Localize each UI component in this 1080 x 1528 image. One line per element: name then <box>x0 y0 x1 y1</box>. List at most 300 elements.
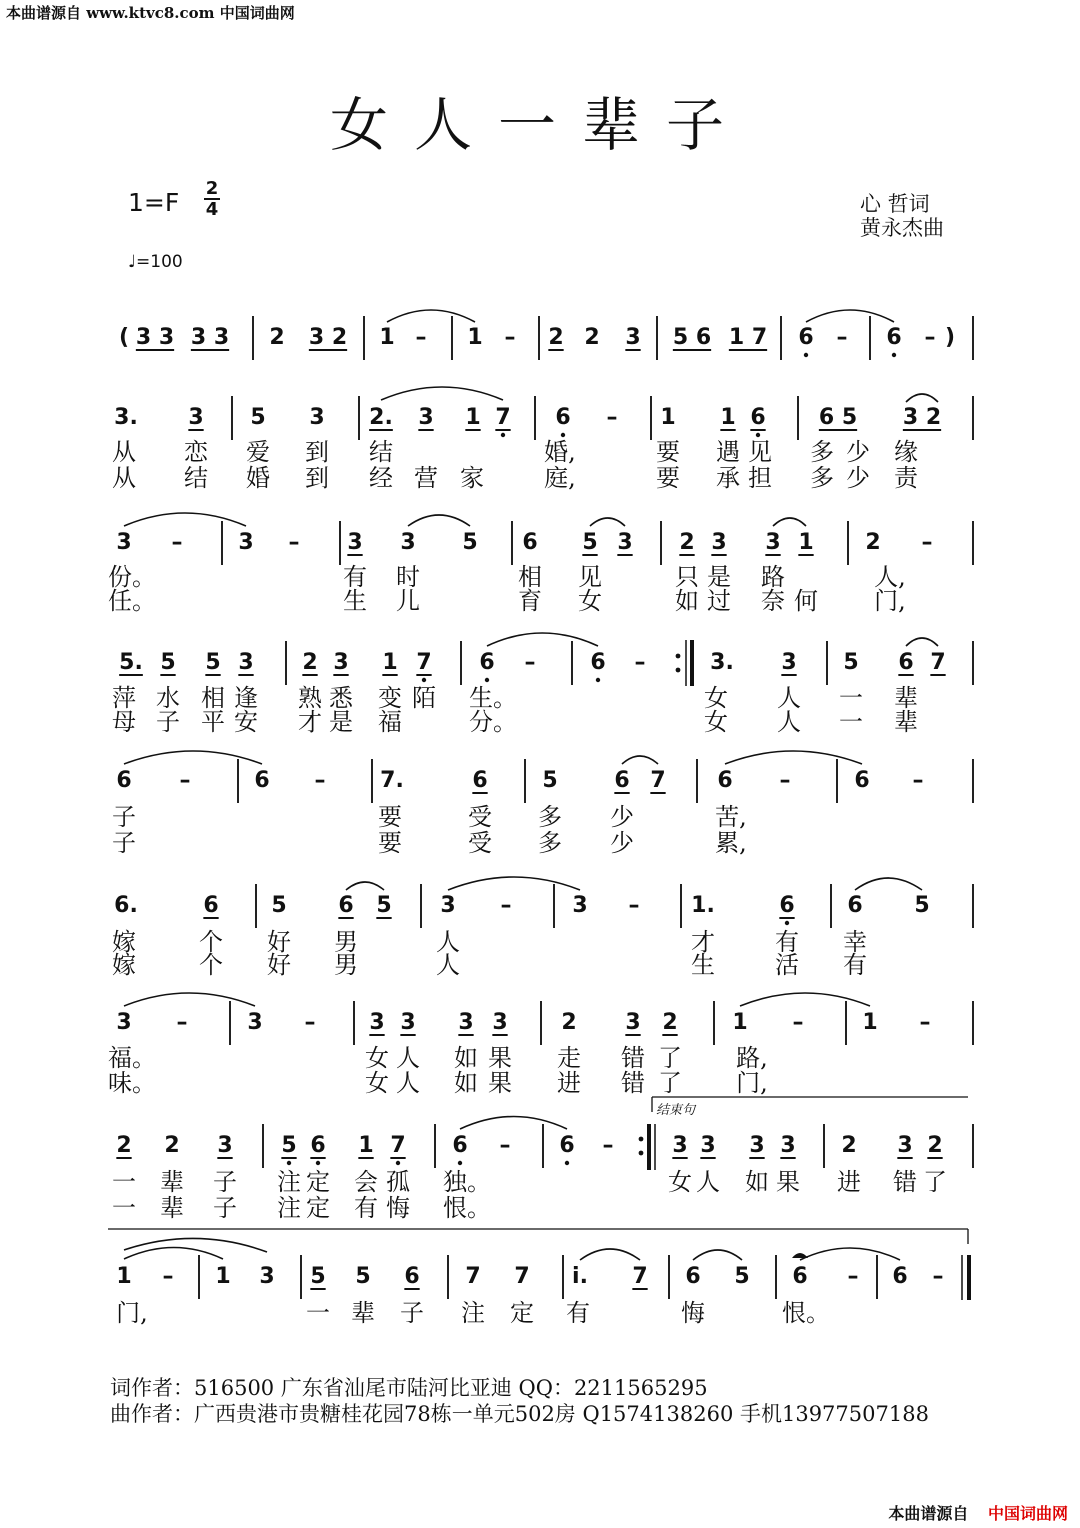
bar-line <box>972 641 974 685</box>
lyric-char: 果 <box>776 1168 800 1196</box>
note: – <box>499 1133 511 1158</box>
note: – <box>921 530 933 555</box>
lyric-char: 女 <box>365 1044 389 1072</box>
lyric-char: 进 <box>837 1168 861 1196</box>
lyric-char: 如 <box>454 1044 478 1072</box>
note: 5 <box>271 893 287 918</box>
lyric-char: 个 <box>199 928 223 956</box>
watermark-right: 中国词曲网 <box>987 1504 1068 1523</box>
bar-line <box>231 396 233 440</box>
note: 1 <box>720 405 736 430</box>
note: 6 <box>717 768 733 793</box>
bar-line <box>229 1001 231 1045</box>
note: 6 <box>472 768 488 793</box>
watermark <box>888 1501 1068 1524</box>
tempo-mark: ♩=100 <box>128 252 183 272</box>
note: 1 <box>465 405 481 430</box>
lyric-char: 错 <box>621 1044 645 1072</box>
lyric-char: 恋 <box>184 438 208 466</box>
lyric-char: 会 <box>354 1168 378 1196</box>
note: – <box>288 530 300 555</box>
lyric-char: 定 <box>306 1168 330 1196</box>
lyric-char: 悉 <box>329 684 353 712</box>
lyric-char: 进 <box>557 1069 581 1097</box>
lyric-char: 福 <box>378 708 402 736</box>
note: 6. <box>114 893 138 918</box>
note: – <box>171 530 183 555</box>
lyric-char: 人 <box>436 951 460 979</box>
note: 3 <box>625 325 641 350</box>
lyric-char: 男 <box>334 951 358 979</box>
note: 5 <box>582 530 598 555</box>
lyric-char: 生 <box>691 951 715 979</box>
lyric-char: 子 <box>112 829 136 857</box>
note: 1 <box>467 325 483 350</box>
bar-line <box>823 1124 825 1168</box>
lyric-char: 时 <box>396 563 420 591</box>
lyric-char: 嫁 <box>112 951 136 979</box>
lyric-char: 恨。 <box>782 1299 830 1327</box>
lyric-char: 要 <box>656 464 680 492</box>
lyric-char: 少 <box>846 464 870 492</box>
note: 1 <box>215 1264 231 1289</box>
note: 6 <box>886 325 902 350</box>
bar-line <box>534 396 536 440</box>
note: 5 <box>376 893 392 918</box>
lyric-char: 多 <box>538 803 562 831</box>
bar-line <box>255 884 257 928</box>
lyric-char: 人 <box>436 928 460 956</box>
note: 3 <box>781 650 797 675</box>
lyric-char: 孤 <box>386 1168 410 1196</box>
lyric-char: 庭, <box>544 464 576 492</box>
lyric-char: 男 <box>334 928 358 956</box>
bar-line <box>972 316 974 360</box>
note: 6 <box>792 1264 808 1289</box>
note: 5 <box>281 1133 297 1158</box>
note: 2 <box>865 530 881 555</box>
note: 3 <box>418 405 434 430</box>
lyric-char: 如 <box>745 1168 769 1196</box>
lyric-char: 有 <box>343 563 367 591</box>
lyric-char: 好 <box>267 951 291 979</box>
lyric-char: 儿 <box>396 587 420 615</box>
note: 7 <box>465 1264 481 1289</box>
note: 3 <box>572 893 588 918</box>
note: 7 <box>930 650 946 675</box>
composer-credit: 黄永杰曲 <box>860 216 944 240</box>
lyric-char: 一 <box>839 684 863 712</box>
note: 6 <box>898 650 914 675</box>
lyric-char: 多 <box>810 464 834 492</box>
bar-line <box>371 759 373 803</box>
lyric-char: 份。 <box>108 563 156 591</box>
bar-line <box>972 396 974 440</box>
bar-line <box>847 521 849 565</box>
bar-line <box>780 316 782 360</box>
lyric-char: 辈 <box>160 1168 184 1196</box>
bar-line <box>797 396 799 440</box>
lyric-char: 奈 <box>761 587 785 615</box>
lyric-char: 何 <box>794 587 818 615</box>
bar-line <box>300 1255 302 1299</box>
time-top: 2 <box>205 178 219 199</box>
note: – <box>836 325 848 350</box>
lyric-char: 门, <box>874 587 906 615</box>
lyric-char: 才 <box>691 928 715 956</box>
note: 6 <box>892 1264 908 1289</box>
note: 6 <box>555 405 571 430</box>
lyric-char: 一 <box>839 708 863 736</box>
lyric-char: 要 <box>378 829 402 857</box>
note: 1 <box>862 1010 878 1035</box>
lyric-char: 女 <box>704 708 728 736</box>
lyric-char: 从 <box>112 438 136 466</box>
lyric-char: 嫁 <box>112 928 136 956</box>
note: 7 <box>650 768 666 793</box>
lyric-char: 是 <box>707 563 731 591</box>
bar-line <box>339 521 341 565</box>
note: 3 <box>247 1010 263 1035</box>
bar-line <box>420 884 422 928</box>
note: 3 <box>238 650 254 675</box>
lyric-char: 熟 <box>298 684 322 712</box>
note: – <box>779 768 791 793</box>
note: – <box>932 1264 944 1289</box>
bar-line <box>836 759 838 803</box>
lyric-char: 家 <box>460 464 484 492</box>
lyric-char: 生。 <box>469 684 517 712</box>
bar-line <box>680 884 682 928</box>
note: 6 <box>452 1133 468 1158</box>
note: – <box>912 768 924 793</box>
note: 6 <box>522 530 538 555</box>
lyric-char: 少 <box>610 803 634 831</box>
bar-line <box>696 759 698 803</box>
lyric-char: 见 <box>748 438 772 466</box>
note: 6 <box>404 1264 420 1289</box>
lyric-char: 多 <box>810 438 834 466</box>
lyric-char: 缘 <box>894 438 918 466</box>
note: 6 5 <box>818 405 858 430</box>
lyric-char: 子 <box>156 708 180 736</box>
note: 3 <box>711 530 727 555</box>
note: 5 <box>310 1264 326 1289</box>
lyric-char: 婚, <box>544 438 576 466</box>
bar-line <box>972 884 974 928</box>
note: 1 7 <box>728 325 768 350</box>
bar-line <box>876 1255 878 1299</box>
note: 6 <box>338 893 354 918</box>
note: – <box>524 650 536 675</box>
lyric-char: 担 <box>748 464 772 492</box>
note: 6 <box>614 768 630 793</box>
bar-line <box>571 641 573 685</box>
note: 1 <box>732 1010 748 1035</box>
watermark-left: 本曲谱源自 <box>888 1504 969 1523</box>
note: 5 <box>542 768 558 793</box>
note: 3 <box>492 1010 508 1035</box>
bar-line <box>775 1255 777 1299</box>
note: 6 <box>254 768 270 793</box>
note: – <box>634 650 646 675</box>
lyric-char: 有 <box>566 1299 590 1327</box>
note: – <box>792 1010 804 1035</box>
bar-line <box>830 884 832 928</box>
note: 6 <box>203 893 219 918</box>
lyric-char: 了 <box>923 1168 947 1196</box>
note: 6 <box>685 1264 701 1289</box>
lyric-char: 幸 <box>843 928 867 956</box>
lyric-char: 人 <box>777 684 801 712</box>
lyric-char: 味。 <box>108 1069 156 1097</box>
note: – <box>602 1133 614 1158</box>
lyric-char: 从 <box>112 464 136 492</box>
lyric-char: 人 <box>696 1168 720 1196</box>
lyric-char: 受 <box>468 803 492 831</box>
bar-line <box>869 316 871 360</box>
lyric-char: 一 <box>306 1299 330 1327</box>
bar-line <box>660 521 662 565</box>
note: 3 <box>116 530 132 555</box>
lyric-char: 错 <box>893 1168 917 1196</box>
lyric-char: 子 <box>400 1299 424 1327</box>
note: 3 <box>238 530 254 555</box>
note: 3 <box>749 1133 765 1158</box>
note: 3 <box>765 530 781 555</box>
lyric-char: 辈 <box>894 708 918 736</box>
ending-label: 结束句 <box>656 1103 696 1118</box>
bar-line <box>656 316 658 360</box>
bar-line <box>668 1255 670 1299</box>
bar-line <box>252 316 254 360</box>
lyric-char: 受 <box>468 829 492 857</box>
note: 7 <box>632 1264 648 1289</box>
note: 6 <box>847 893 863 918</box>
note: 5 6 <box>672 325 712 350</box>
note: 3 <box>897 1133 913 1158</box>
note: 1 <box>382 650 398 675</box>
lyric-char: 如 <box>454 1069 478 1097</box>
note: 5 <box>734 1264 750 1289</box>
note: – <box>606 405 618 430</box>
lyric-char: 注 <box>277 1168 301 1196</box>
lyric-char: 要 <box>378 803 402 831</box>
note: 1 <box>116 1264 132 1289</box>
note: 2 <box>269 325 285 350</box>
bar-line <box>845 1001 847 1045</box>
lyric-char: 苦, <box>715 803 747 831</box>
lyric-char: 有 <box>843 951 867 979</box>
bar-line <box>650 396 652 440</box>
lyric-char: 相 <box>201 684 225 712</box>
lyric-char: 营 <box>414 464 438 492</box>
bar-line <box>511 521 513 565</box>
note: 1 <box>660 405 676 430</box>
note: 3 3 <box>190 325 230 350</box>
footer-lyricist: 词作者：516500 广东省汕尾市陆河比亚迪 QQ：2211565295 <box>110 1376 708 1400</box>
lyric-char: 悔 <box>386 1194 410 1222</box>
lyric-char: 多 <box>538 829 562 857</box>
note: 3 <box>309 405 325 430</box>
note: 3 2 <box>308 325 348 350</box>
lyric-char: 福。 <box>108 1044 156 1072</box>
note: 2 <box>561 1010 577 1035</box>
footer-composer: 曲作者：广西贵港市贵糖桂花园78栋一单元502房 Q1574138260 手机13977507188 <box>110 1402 929 1426</box>
lyric-char: 水 <box>156 684 180 712</box>
note: 5 <box>205 650 221 675</box>
note: 3 <box>188 405 204 430</box>
note: – <box>924 325 936 350</box>
note: 1 <box>379 325 395 350</box>
bar-line <box>237 759 239 803</box>
lyric-char: 辈 <box>894 684 918 712</box>
lyric-char: 过 <box>707 587 731 615</box>
note: 6 <box>798 325 814 350</box>
bar-line <box>826 641 828 685</box>
bar-line <box>221 521 223 565</box>
lyric-char: 注 <box>277 1194 301 1222</box>
note: 6 <box>310 1133 326 1158</box>
bar-line <box>363 316 365 360</box>
lyric-char: 是 <box>329 708 353 736</box>
lyric-char: 路, <box>736 1044 768 1072</box>
note: 3 <box>458 1010 474 1035</box>
lyric-char: 责 <box>894 464 918 492</box>
bar-line <box>285 641 287 685</box>
lyric-char: 恨。 <box>443 1194 491 1222</box>
note: 5 <box>843 650 859 675</box>
note: 3 <box>333 650 349 675</box>
note: 2 <box>302 650 318 675</box>
lyric-char: 人 <box>777 708 801 736</box>
lyric-char: 结 <box>184 464 208 492</box>
note: 3 <box>400 1010 416 1035</box>
note: 3. <box>710 650 734 675</box>
lyric-char: 子 <box>213 1168 237 1196</box>
bar-line <box>262 1124 264 1168</box>
lyric-char: 一 <box>112 1168 136 1196</box>
note: 3 <box>217 1133 233 1158</box>
lyric-char: 果 <box>488 1044 512 1072</box>
note: – <box>162 1264 174 1289</box>
note: 3 <box>617 530 633 555</box>
lyric-char: 生 <box>343 587 367 615</box>
note: 7 <box>390 1133 406 1158</box>
lyric-char: 经 <box>369 464 393 492</box>
lyric-char: 定 <box>306 1194 330 1222</box>
note: 6 <box>854 768 870 793</box>
bar-line <box>538 316 540 360</box>
lyric-char: 逢 <box>234 684 258 712</box>
bar-line <box>542 1124 544 1168</box>
lyric-char: 悔 <box>681 1299 705 1327</box>
lyric-char: 才 <box>298 708 322 736</box>
note: 6 <box>479 650 495 675</box>
bar-line <box>562 1255 564 1299</box>
note: 2 <box>841 1133 857 1158</box>
lyric-char: 有 <box>775 928 799 956</box>
lyric-char: 分。 <box>469 708 517 736</box>
bar-line <box>540 1001 542 1045</box>
note: 1 <box>798 530 814 555</box>
lyric-char: 只 <box>675 563 699 591</box>
note: 3 <box>400 530 416 555</box>
lyric-char: 到 <box>305 438 329 466</box>
note: 1. <box>691 893 715 918</box>
lyric-char: 任。 <box>108 587 156 615</box>
note: – <box>504 325 516 350</box>
lyric-char: 注 <box>461 1299 485 1327</box>
lyric-char: 人 <box>396 1044 420 1072</box>
lyric-char: 结 <box>369 438 393 466</box>
note: 5. <box>119 650 143 675</box>
lyric-char: 门, <box>116 1299 148 1327</box>
lyric-char: 了 <box>658 1044 682 1072</box>
lyric-char: 活 <box>775 951 799 979</box>
note: 2 <box>164 1133 180 1158</box>
bar-line <box>972 1001 974 1045</box>
note: 5 <box>355 1264 371 1289</box>
song-title: 女人一辈子 <box>329 91 750 159</box>
bar-line <box>713 1001 715 1045</box>
lyric-char: 定 <box>510 1299 534 1327</box>
lyric-char: 人 <box>396 1069 420 1097</box>
lyric-char: 女 <box>668 1168 692 1196</box>
lyric-char: 承 <box>716 464 740 492</box>
note: – <box>314 768 326 793</box>
bar-line <box>972 521 974 565</box>
note: 6 <box>559 1133 575 1158</box>
lyric-char: 一 <box>112 1194 136 1222</box>
note: 5 <box>160 650 176 675</box>
lyric-char: 子 <box>112 803 136 831</box>
lyric-char: 门, <box>736 1069 768 1097</box>
note: 3 <box>259 1264 275 1289</box>
bar-line <box>447 1255 449 1299</box>
note: 7. <box>380 768 404 793</box>
note: 6 <box>750 405 766 430</box>
lyric-char: 少 <box>846 438 870 466</box>
note: – <box>304 1010 316 1035</box>
lyric-char: 女 <box>365 1069 389 1097</box>
lyric-char: 走 <box>557 1044 581 1072</box>
lyric-char: 个 <box>199 951 223 979</box>
note: – <box>500 893 512 918</box>
note: ( <box>118 325 130 350</box>
lyric-char: 子 <box>213 1194 237 1222</box>
lyric-char: 遇 <box>716 438 740 466</box>
note: – <box>847 1264 859 1289</box>
time-bottom: 4 <box>205 199 219 220</box>
note: 1 <box>358 1133 374 1158</box>
lyric-char: 变 <box>378 684 402 712</box>
note: 3 <box>116 1010 132 1035</box>
bar-line <box>353 1001 355 1045</box>
lyric-char: 女 <box>578 587 602 615</box>
bar-line <box>460 641 462 685</box>
lyric-char: 婚 <box>246 464 270 492</box>
note: 2 <box>584 325 600 350</box>
bar-line <box>524 759 526 803</box>
bar-line <box>434 1124 436 1168</box>
note: – <box>919 1010 931 1035</box>
note: 3 <box>700 1133 716 1158</box>
note: 7 <box>416 650 432 675</box>
lyric-char: 少 <box>610 829 634 857</box>
lyric-char: 累, <box>715 829 747 857</box>
note: 3 <box>625 1010 641 1035</box>
